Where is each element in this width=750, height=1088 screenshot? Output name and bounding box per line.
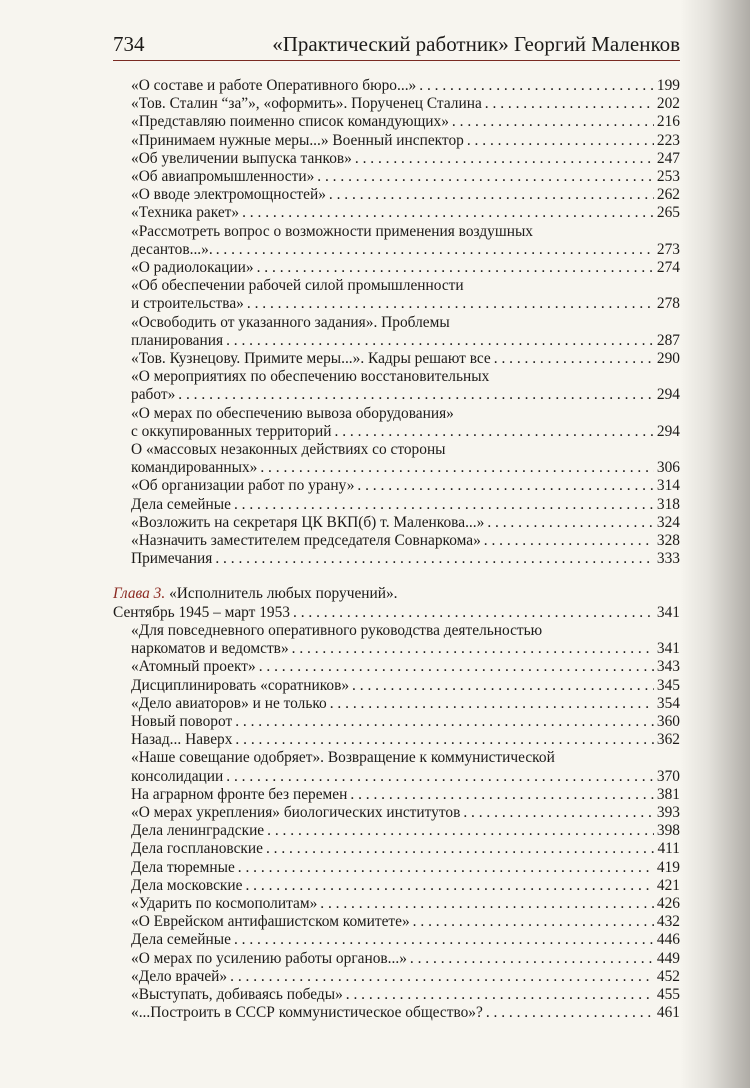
toc-entry-title: «Выступать, добиваясь победы» xyxy=(131,985,343,1003)
toc-entry[interactable] xyxy=(113,386,680,404)
toc-entry[interactable] xyxy=(113,604,680,622)
toc-entry-title: «О вводе электромощностей» xyxy=(131,186,326,204)
toc-entry-title: «Представляю поименно список командующих» xyxy=(131,113,449,131)
toc-entry-page: 449 xyxy=(656,949,680,967)
toc-entry-title: «Техника ракет» xyxy=(131,204,240,222)
toc-entry-lead: «Об обеспечении рабочей силой промышленности xyxy=(131,277,464,295)
toc-entry-page: 341 xyxy=(656,640,680,658)
chapter-subtitle: Сентябрь 1945 – март 1953 xyxy=(113,603,290,621)
toc-entry[interactable] xyxy=(113,786,680,804)
leader-dots xyxy=(320,895,654,913)
toc-entry-title: Дела тюремные xyxy=(131,858,235,876)
toc-entry[interactable] xyxy=(113,259,680,277)
toc-entry-title: «Тов. Сталин “за”», «оформить». Порученец Сталина xyxy=(131,95,482,113)
toc-entry[interactable] xyxy=(113,986,680,1004)
toc-entry-title: Дела московские xyxy=(131,876,243,894)
toc-entry-lead: «О мероприятиях по обеспечению восстановительных xyxy=(131,368,490,386)
toc-entry-page: 419 xyxy=(656,858,680,876)
toc-entry-page: 306 xyxy=(656,459,680,477)
toc-entry-title: «Дело авиаторов» и не только xyxy=(131,694,327,712)
toc-entry-title: Примечания xyxy=(131,550,213,568)
leader-dots xyxy=(330,695,654,713)
toc-entry-page: 265 xyxy=(656,204,680,222)
leader-dots xyxy=(267,822,654,840)
toc-entry-title: «Назначить заместителем председателя Совнаркома» xyxy=(131,532,481,550)
leader-dots xyxy=(357,477,654,495)
leader-dots xyxy=(234,931,654,949)
toc-entry-title: наркоматов и ведомств» xyxy=(131,640,289,658)
toc-entry-page: 370 xyxy=(656,767,680,785)
leader-dots xyxy=(467,132,654,150)
toc-entry[interactable] xyxy=(113,731,680,749)
toc-entry-page: 411 xyxy=(657,840,680,858)
toc-entry-page: 262 xyxy=(656,186,680,204)
toc-entry-page: 362 xyxy=(656,731,680,749)
toc-entry[interactable] xyxy=(113,640,680,658)
toc-entry-lead: «Рассмотреть вопрос о возможности применения воздушных xyxy=(131,222,533,240)
toc-entry-page: 354 xyxy=(656,694,680,712)
toc-entry[interactable] xyxy=(113,677,680,695)
toc-entry-page: 273 xyxy=(656,240,680,258)
toc-entry-title: командированных» xyxy=(131,459,258,477)
toc-entry-title: «О мерах по усилению работы органов...» xyxy=(131,949,407,967)
toc-entry[interactable] xyxy=(113,95,680,113)
toc-entry-page: 398 xyxy=(656,822,680,840)
toc-entry-page: 381 xyxy=(656,785,680,803)
leader-dots xyxy=(346,986,654,1004)
leader-dots xyxy=(355,150,654,168)
chapter-heading xyxy=(113,585,680,603)
toc-entry[interactable] xyxy=(113,1004,680,1022)
toc-entry[interactable] xyxy=(113,877,680,895)
leader-dots xyxy=(410,950,654,968)
toc-entry[interactable] xyxy=(113,150,680,168)
leader-dots xyxy=(242,204,654,222)
chapter-page: 341 xyxy=(656,603,680,621)
toc-entry-title: с оккупированных территорий xyxy=(131,422,332,440)
leader-dots xyxy=(292,640,654,658)
toc-entry[interactable] xyxy=(113,840,680,858)
toc-entry-page: 324 xyxy=(656,513,680,531)
leader-dots xyxy=(317,168,654,186)
toc-entry-title: Дисциплинировать «соратников» xyxy=(131,676,350,694)
leader-dots xyxy=(335,423,654,441)
toc-entry[interactable] xyxy=(113,658,680,676)
toc-entry-title: «О составе и работе Оперативного бюро...» xyxy=(131,77,417,94)
toc-entry[interactable] xyxy=(113,204,680,222)
toc-entry-title: Дела семейные xyxy=(131,931,231,949)
toc-entry-title: Дела ленинградские xyxy=(131,822,265,840)
leader-dots xyxy=(485,95,654,113)
leader-dots xyxy=(226,332,654,350)
toc-entry-page: 253 xyxy=(656,168,680,186)
leader-dots xyxy=(245,877,653,895)
toc-entry[interactable] xyxy=(113,332,680,350)
toc-entry-page: 426 xyxy=(656,894,680,912)
toc-entry-title: «Атомный проект» xyxy=(131,658,256,676)
toc-entry-title: десантов...». xyxy=(131,240,213,258)
leader-dots xyxy=(260,459,654,477)
toc-entry-page: 360 xyxy=(656,712,680,730)
toc-entry-page: 328 xyxy=(656,532,680,550)
toc-entry-page: 432 xyxy=(656,913,680,931)
toc-section-chapter2 xyxy=(113,77,680,568)
toc-entry-title: «Об организации работ по урану» xyxy=(131,477,355,495)
toc-entry-title: «...Построить в СССР коммунистическое общество»? xyxy=(131,1004,483,1022)
toc-entry-page: 247 xyxy=(656,149,680,167)
leader-dots xyxy=(452,113,654,131)
leader-dots xyxy=(226,768,654,786)
toc-entry-lead: «Для повседневного оперативного руководства деятельностью xyxy=(131,621,543,639)
toc-entry-page: 202 xyxy=(656,95,680,113)
toc-entry-page: 314 xyxy=(656,477,680,495)
toc-entry-page: 199 xyxy=(656,77,680,94)
leader-dots xyxy=(352,677,654,695)
toc-entry-page: 345 xyxy=(656,676,680,694)
toc-entry-title: «О Еврейском антифашистском комитете» xyxy=(131,913,410,931)
toc-section-chapter3 xyxy=(113,622,680,1022)
toc-entry-lead: «О мерах по обеспечению вывоза оборудования» xyxy=(131,404,454,422)
toc-entry-page: 461 xyxy=(656,1004,680,1022)
toc-entry[interactable] xyxy=(113,186,680,204)
toc-entry[interactable] xyxy=(113,822,680,840)
page-number: 734 xyxy=(113,32,145,56)
leader-dots xyxy=(419,77,654,95)
toc-entry-lead: О «массовых незаконных действиях со стороны xyxy=(131,441,446,459)
toc-entry[interactable] xyxy=(113,713,680,731)
toc-entry[interactable] xyxy=(113,514,680,532)
toc-entry[interactable] xyxy=(113,423,680,441)
toc-entry[interactable] xyxy=(113,804,680,822)
toc-entry-title: «О мерах укрепления» биологических институтов xyxy=(131,803,461,821)
toc-entry-title: Дела госплановские xyxy=(131,840,263,858)
toc-entry-page: 290 xyxy=(656,350,680,368)
toc-entry-page: 294 xyxy=(656,422,680,440)
page-gutter-shadow xyxy=(680,0,750,1088)
toc-entry[interactable] xyxy=(113,931,680,949)
toc-entry-page: 287 xyxy=(656,331,680,349)
toc-entry[interactable] xyxy=(113,350,680,368)
toc-entry-page: 446 xyxy=(656,931,680,949)
leader-dots xyxy=(329,186,654,204)
toc-entry-page: 343 xyxy=(656,658,680,676)
toc-entry-title: консолидации xyxy=(131,767,224,785)
toc-entry[interactable] xyxy=(113,77,680,95)
toc-entry-title: Новый поворот xyxy=(131,712,233,730)
toc-entry[interactable] xyxy=(113,768,680,786)
toc-entry[interactable] xyxy=(113,241,680,259)
toc-entry[interactable] xyxy=(113,477,680,495)
toc-entry[interactable] xyxy=(113,132,680,150)
toc-entry-title: планирования xyxy=(131,331,224,349)
toc-entry-lead: «Освободить от указанного задания». Проблемы xyxy=(131,313,450,331)
toc-entry[interactable] xyxy=(113,496,680,514)
leader-dots xyxy=(235,731,653,749)
leader-dots xyxy=(266,840,655,858)
toc-entry-title: «Принимаем нужные меры...» Военный инспектор xyxy=(131,131,464,149)
toc-entry[interactable] xyxy=(113,895,680,913)
toc-entry-title: На аграрном фронте без перемен xyxy=(131,785,348,803)
toc-entry[interactable] xyxy=(113,695,680,713)
leader-dots xyxy=(463,804,654,822)
leader-dots xyxy=(484,532,654,550)
toc-entry-page: 318 xyxy=(656,495,680,513)
toc-entry-page: 421 xyxy=(656,876,680,894)
toc-entry-page: 216 xyxy=(656,113,680,131)
toc-entry-title: и строительства» xyxy=(131,295,244,313)
running-title: «Практический работник» Георгий Маленков xyxy=(272,32,680,56)
toc-entry-title: «Об авиапромышленности» xyxy=(131,168,315,186)
leader-dots xyxy=(216,241,654,259)
leader-dots xyxy=(234,496,654,514)
running-header xyxy=(113,30,680,61)
toc-entry-title: «Об увеличении выпуска танков» xyxy=(131,149,352,167)
toc-entry-page: 274 xyxy=(656,259,680,277)
toc-entry[interactable] xyxy=(113,295,680,313)
chapter-title: «Исполнитель любых поручений». xyxy=(169,585,398,603)
table-of-contents xyxy=(113,77,680,1022)
toc-entry[interactable] xyxy=(113,859,680,877)
leader-dots xyxy=(487,514,654,532)
toc-entry[interactable] xyxy=(113,459,680,477)
toc-entry-title: Назад... Наверх xyxy=(131,731,233,749)
leader-dots xyxy=(238,859,654,877)
toc-entry-page: 278 xyxy=(656,295,680,313)
toc-entry-page: 452 xyxy=(656,967,680,985)
leader-dots xyxy=(230,968,654,986)
toc-entry-lead: «Наше совещание одобряет». Возвращение к коммунистической xyxy=(131,749,555,767)
toc-entry-title: «О радиолокации» xyxy=(131,259,254,277)
chapter-label: Глава 3. xyxy=(113,585,166,603)
toc-entry-title: «Ударить по космополитам» xyxy=(131,894,318,912)
leader-dots xyxy=(235,713,654,731)
toc-entry[interactable] xyxy=(113,550,680,568)
toc-entry-page: 455 xyxy=(656,985,680,1003)
toc-entry-title: «Тов. Кузнецову. Примите меры...». Кадры решают все xyxy=(131,350,491,368)
toc-entry[interactable] xyxy=(113,532,680,550)
leader-dots xyxy=(215,550,654,568)
toc-entry-title: «Дело врачей» xyxy=(131,967,228,985)
leader-dots xyxy=(259,658,654,676)
toc-entry-page: 393 xyxy=(656,803,680,821)
leader-dots xyxy=(247,295,654,313)
toc-entry[interactable] xyxy=(113,113,680,131)
toc-entry-title: «Возложить на секретаря ЦК ВКП(б) т. Маленкова...» xyxy=(131,513,485,531)
leader-dots xyxy=(293,604,654,622)
leader-dots xyxy=(413,913,654,931)
toc-entry[interactable] xyxy=(113,913,680,931)
toc-entry-title: работ» xyxy=(131,386,176,404)
toc-entry-page: 333 xyxy=(656,550,680,568)
toc-entry-page: 223 xyxy=(656,131,680,149)
toc-entry-title: Дела семейные xyxy=(131,495,231,513)
leader-dots xyxy=(494,350,654,368)
leader-dots xyxy=(178,386,654,404)
leader-dots xyxy=(486,1004,654,1022)
leader-dots xyxy=(257,259,654,277)
leader-dots xyxy=(350,786,654,804)
toc-entry[interactable] xyxy=(113,950,680,968)
toc-entry[interactable] xyxy=(113,168,680,186)
toc-entry-page: 294 xyxy=(656,386,680,404)
toc-entry[interactable] xyxy=(113,968,680,986)
